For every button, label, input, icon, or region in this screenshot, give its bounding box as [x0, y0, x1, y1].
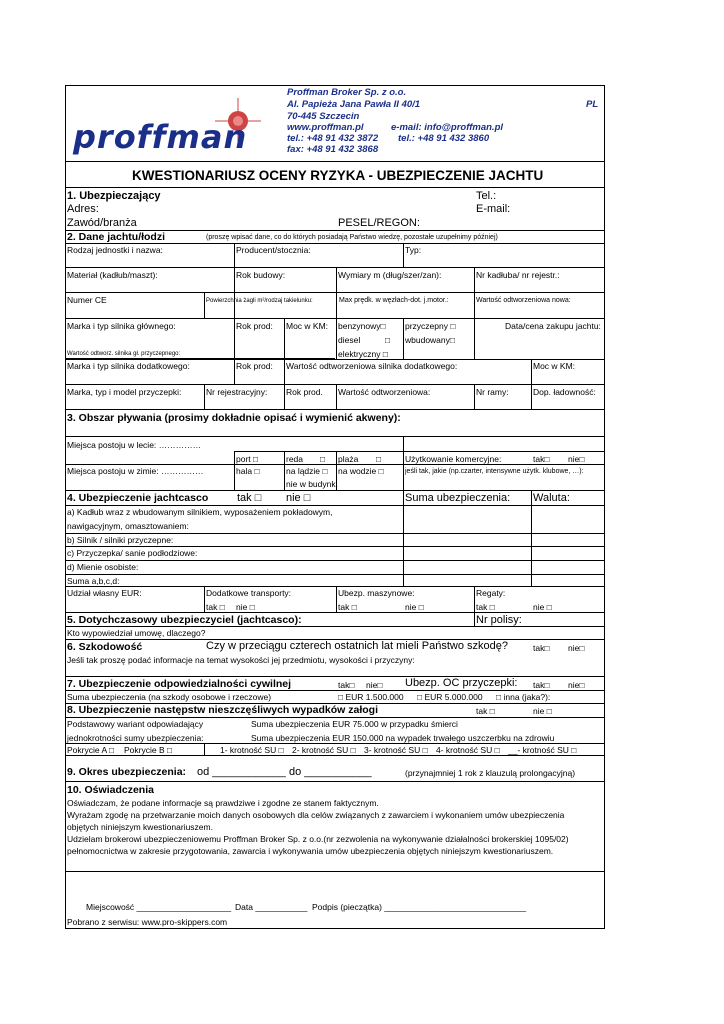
s3-komercyjne: Użytkowanie komercyjne:: [405, 454, 502, 464]
s4-transport-nie[interactable]: nie □: [236, 602, 255, 612]
company-fax: fax: +48 91 432 3868: [287, 144, 379, 155]
s3-na-ladzie[interactable]: na lądzie □: [286, 466, 328, 476]
s6-question: Czy w przeciągu czterech ostatnich lat mieli Państwo szkodę?: [206, 640, 509, 652]
s7-eur1[interactable]: □ EUR 1.500.000: [338, 692, 404, 702]
s2-moc-km[interactable]: Moc w KM:: [286, 321, 329, 331]
language-badge: PL: [586, 99, 599, 110]
s2-producent[interactable]: Producent/stocznia:: [236, 245, 311, 255]
s7-oc-przyczepki: Ubezp. OC przyczepki:: [405, 677, 518, 689]
s2-rok-prod2[interactable]: Rok prod:: [236, 361, 273, 371]
s8-tak[interactable]: tak □: [476, 706, 495, 716]
s4-c: c) Przyczepka/ sanie podłodziowe:: [67, 548, 198, 558]
s7-nie[interactable]: nie□: [366, 680, 383, 690]
s3-postoj-zimie[interactable]: Miejsca postoju w zimie: ……………: [67, 466, 204, 476]
s2-wymiary[interactable]: Wymiary m (dług/szer/zan):: [338, 270, 442, 280]
s3-postoj-lecie[interactable]: Miejsca postoju w lecie: ……………: [67, 440, 202, 450]
s2-wartosc-odtw[interactable]: Wartość odtworzeniowa nowa:: [476, 297, 571, 304]
company-city: 70-445 Szczecin: [287, 111, 360, 122]
s8-suma1: Suma ubezpieczenia EUR 75.000 w przypadku śmierci: [251, 719, 458, 729]
company-tel: tel.: +48 91 432 3872: [287, 133, 379, 144]
company-logo: proffman: [73, 118, 248, 156]
s5-heading: 5. Dotychczasowy ubezpieczyciel (jachtcasco):: [67, 614, 302, 626]
s6-note[interactable]: Jeśli tak proszę podać informacje na temat wysokości jej przedmiotu, wysokości i przyczyny:: [67, 655, 415, 665]
s4-b: b) Silnik / silniki przyczepne:: [67, 535, 174, 545]
s4-regaty-nie[interactable]: nie □: [533, 602, 552, 612]
s4-a: a) Kadłub wraz z wbudowanym silnikiem, wyposażeniem pokładowym,: [67, 507, 333, 517]
s10-heading: 10. Oświadczenia: [67, 784, 154, 796]
s2-marka-przyczepki[interactable]: Marka, typ i model przyczepki:: [67, 387, 182, 397]
s1-pesel[interactable]: PESEL/REGON:: [338, 217, 420, 229]
s7-suma: Suma ubezpieczenia (na szkody osobowe i rzeczowe): [67, 692, 272, 702]
s2-material[interactable]: Materiał (kadłub/maszt):: [67, 270, 158, 280]
s10-line5: pełnomocnictwa w zakresie przygotowania, zawarcia i wykonywania umów ubezpieczenia objętych niniejszym kwestionariuszem.: [67, 846, 554, 856]
s2-nr-rejestracyjny[interactable]: Nr rejestracyjny:: [206, 387, 268, 397]
s4-regaty: Regaty:: [476, 588, 506, 598]
page-title: KWESTIONARIUSZ OCENY RYZYKA - UBEZPIECZENIE JACHTU: [132, 168, 544, 183]
s2-marka-silnika-gl[interactable]: Marka i typ silnika głównego:: [67, 321, 176, 331]
s3-hala[interactable]: hala □: [236, 466, 260, 476]
s4-udzial[interactable]: Udział własny EUR:: [67, 588, 142, 598]
s2-elektryczny[interactable]: elektryczny □: [338, 349, 389, 359]
s1-heading: 1. Ubezpieczający: [67, 190, 161, 202]
s3-reda-box[interactable]: □: [320, 454, 326, 464]
s10-line4: Udzielam brokerowi ubezpieczeniowemu Proffman Broker Sp. z o.o.(nr zezwolenia na wykonywanie działalności brokerskiej 1095/02): [67, 834, 569, 844]
s7-eur2[interactable]: □ EUR 5.000.000: [417, 692, 483, 702]
s3-plaza[interactable]: plaża: [338, 454, 359, 464]
s9-heading: 9. Okres ubezpieczenia:: [67, 766, 187, 778]
s2-benzynowy[interactable]: benzynowy□: [338, 321, 386, 331]
s2-diesel-box[interactable]: □: [385, 335, 391, 345]
s8-suma2: Suma ubezpieczenia EUR 150.000 na wypadek trwałego uszczerbku na zdrowiu: [251, 733, 555, 743]
s6-heading: 6. Szkodowość: [67, 641, 143, 653]
s4-waluta: Waluta:: [533, 492, 570, 504]
s1-zawod[interactable]: Zawód/branża: [67, 217, 137, 229]
s2-powierzchnia[interactable]: Powierzchnia żagli m²/rodzaj takielunku:: [206, 298, 313, 304]
s4-transport: Dodatkowe transporty:: [206, 588, 292, 598]
s5-nr-polisy[interactable]: Nr polisy:: [476, 614, 522, 626]
s4-regaty-tak[interactable]: tak □: [476, 602, 495, 612]
s9-do[interactable]: do ___________: [289, 766, 372, 778]
s9-od[interactable]: od ____________: [197, 766, 286, 778]
s2-rok-prod[interactable]: Rok prod:: [236, 321, 273, 331]
s6-nie[interactable]: nie□: [568, 643, 585, 653]
s10-line3: objętych niniejszym kwestionariuszem.: [67, 822, 213, 832]
company-tel2: tel.: +48 91 432 3860: [398, 133, 490, 144]
s8-heading: 8. Ubezpieczenie następstw nieszczęśliwych wypadków załogi: [67, 704, 379, 716]
s3-na-wodzie[interactable]: na wodzie □: [338, 466, 384, 476]
s4-nie[interactable]: nie □: [286, 492, 311, 504]
s6-tak[interactable]: tak□: [533, 643, 550, 653]
s2-nr-kadluba[interactable]: Nr kadłuba/ nr rejestr.:: [476, 270, 560, 280]
s3-jesli[interactable]: jeśli tak, jakie (np.czarter, intensywne użytk. klubowe, …):: [405, 468, 584, 475]
s2-wbudowany[interactable]: wbudowany□: [405, 335, 456, 345]
s4-tak[interactable]: tak □: [237, 492, 262, 504]
s4-suma: Suma ubezpieczenia:: [405, 492, 511, 504]
footer-data[interactable]: Data ___________: [235, 902, 308, 912]
s1-tel[interactable]: Tel.:: [476, 190, 497, 202]
s2-note: (proszę wpisać dane, co do których posiadają Państwo wiedzę, pozostałe uzupełnimy później): [206, 234, 498, 241]
company-email[interactable]: e-mail: info@proffman.pl: [391, 122, 504, 133]
s4-heading: 4. Ubezpieczenie jachtcasco: [67, 492, 209, 504]
s2-nr-ramy[interactable]: Nr ramy:: [476, 387, 509, 397]
s8-pokrycie-b[interactable]: Pokrycie B □: [124, 745, 173, 755]
s4-a2: nawigacyjnym, omasztowaniem:: [67, 521, 189, 531]
s4-maszynowe: Ubezp. maszynowe:: [338, 588, 415, 598]
s3-port[interactable]: port □: [236, 454, 259, 464]
company-www[interactable]: www.proffman.pl: [287, 122, 364, 133]
s4-maszynowe-tak[interactable]: tak □: [338, 602, 357, 612]
s3-komercyjne-nie[interactable]: nie□: [568, 454, 585, 464]
s8-krotnosc-2[interactable]: 2- krotność SU □: [292, 745, 356, 755]
s2-rok-budowy[interactable]: Rok budowy:: [236, 270, 286, 280]
s2-wartosc-odtw3[interactable]: Wartość odtworzeniowa:: [338, 387, 431, 397]
s2-rodzaj[interactable]: Rodzaj jednostki i nazwa:: [67, 245, 163, 255]
s4-maszynowe-nie[interactable]: nie □: [405, 602, 424, 612]
s7-oc-nie[interactable]: nie□: [568, 680, 585, 690]
footer-miejscowosc[interactable]: Miejscowość ____________________: [86, 902, 232, 912]
s2-przyczepny[interactable]: przyczepny □: [405, 321, 456, 331]
s2-max-predk[interactable]: Max prędk. w węzłach-dot. j.motor.:: [339, 297, 449, 304]
s7-heading: 7. Ubezpieczenie odpowiedzialności cywilnej: [67, 678, 292, 690]
company-name: Proffman Broker Sp. z o.o.: [287, 87, 407, 98]
s4-transport-tak[interactable]: tak □: [206, 602, 225, 612]
s3-komercyjne-tak[interactable]: tak□: [533, 454, 550, 464]
s8-pokrycie-a[interactable]: Pokrycie A □: [67, 745, 115, 755]
s3-heading: 3. Obszar pływania (prosimy dokładnie opisać i wymienić akweny):: [67, 412, 401, 424]
s2-numer-ce[interactable]: Numer CE: [67, 295, 107, 305]
s4-suma-abcd: Suma a,b,c,d:: [67, 576, 120, 586]
s2-diesel[interactable]: diesel: [338, 335, 361, 345]
s8-nie[interactable]: nie □: [533, 706, 552, 716]
s8-krotnosc-4[interactable]: 4- krotność SU □: [436, 745, 500, 755]
company-street: Al. Papieża Jana Pawła II 40/1: [287, 99, 421, 110]
s2-wartosc-odtw-silnika[interactable]: Wartość odtworz. silnika gł. przyczepnego:: [67, 351, 181, 357]
s8-krotnosc-3[interactable]: 3- krotność SU □: [364, 745, 428, 755]
s3-nie-w-budynku[interactable]: nie w budynk.: [286, 479, 338, 489]
footer-pobrano: Pobrano z serwisu: www.pro-skippers.com: [67, 917, 228, 927]
s1-adres[interactable]: Adres:: [67, 203, 99, 215]
s2-heading: 2. Dane jachtu/łodzi: [67, 231, 166, 243]
s8-krotnosc-n[interactable]: __- krotność SU □: [508, 745, 577, 755]
s4-d: d) Mienie osobiste:: [67, 562, 139, 572]
s2-wartosc-silnika-dod[interactable]: Wartość odtworzeniowa silnika dodatkowego:: [286, 361, 458, 371]
s7-tak[interactable]: tak□: [338, 680, 355, 690]
s5-wypowiedzial[interactable]: Kto wypowiedział umowę, dlaczego?: [67, 628, 206, 638]
s10-line1: Oświadczam, że podane informacje są prawdziwe i zgodne ze stanem faktycznym.: [67, 798, 379, 808]
s7-inna[interactable]: □ inna (jaka?):: [496, 692, 551, 702]
s2-marka-silnika-dod[interactable]: Marka i typ silnika dodatkowego:: [67, 361, 190, 371]
s8-krotnosc-1[interactable]: 1- krotność SU □: [220, 745, 284, 755]
s3-reda[interactable]: reda: [286, 454, 304, 464]
s7-oc-tak[interactable]: tak□: [533, 680, 550, 690]
s3-plaza-box[interactable]: □: [376, 454, 382, 464]
s2-typ[interactable]: Typ:: [405, 245, 422, 255]
s2-data-cena[interactable]: Data/cena zakupu jachtu:: [505, 321, 601, 331]
s9-note: (przynajmniej 1 rok z klauzulą prolongacyjną): [405, 768, 576, 778]
footer-podpis[interactable]: Podpis (pieczątka) ______________________________: [312, 902, 527, 912]
s2-dop-ladownosc[interactable]: Dop. ładowność:: [533, 387, 596, 397]
s2-rok-prod3[interactable]: Rok prod.: [286, 387, 323, 397]
s1-email[interactable]: E-mail:: [476, 203, 511, 215]
s8-podstawowy: Podstawowy wariant odpowiadający: [67, 719, 204, 729]
s10-line2: Wyrażam zgodę na przetwarzanie moich danych osobowych dla celów związanych z zawarciem i wykonaniem umów ubezpieczenia: [67, 810, 565, 820]
s2-moc-km2[interactable]: Moc w KM:: [533, 361, 576, 371]
s8-jednokrotnosci: jednokrotności sumy ubezpieczenia:: [67, 733, 204, 743]
